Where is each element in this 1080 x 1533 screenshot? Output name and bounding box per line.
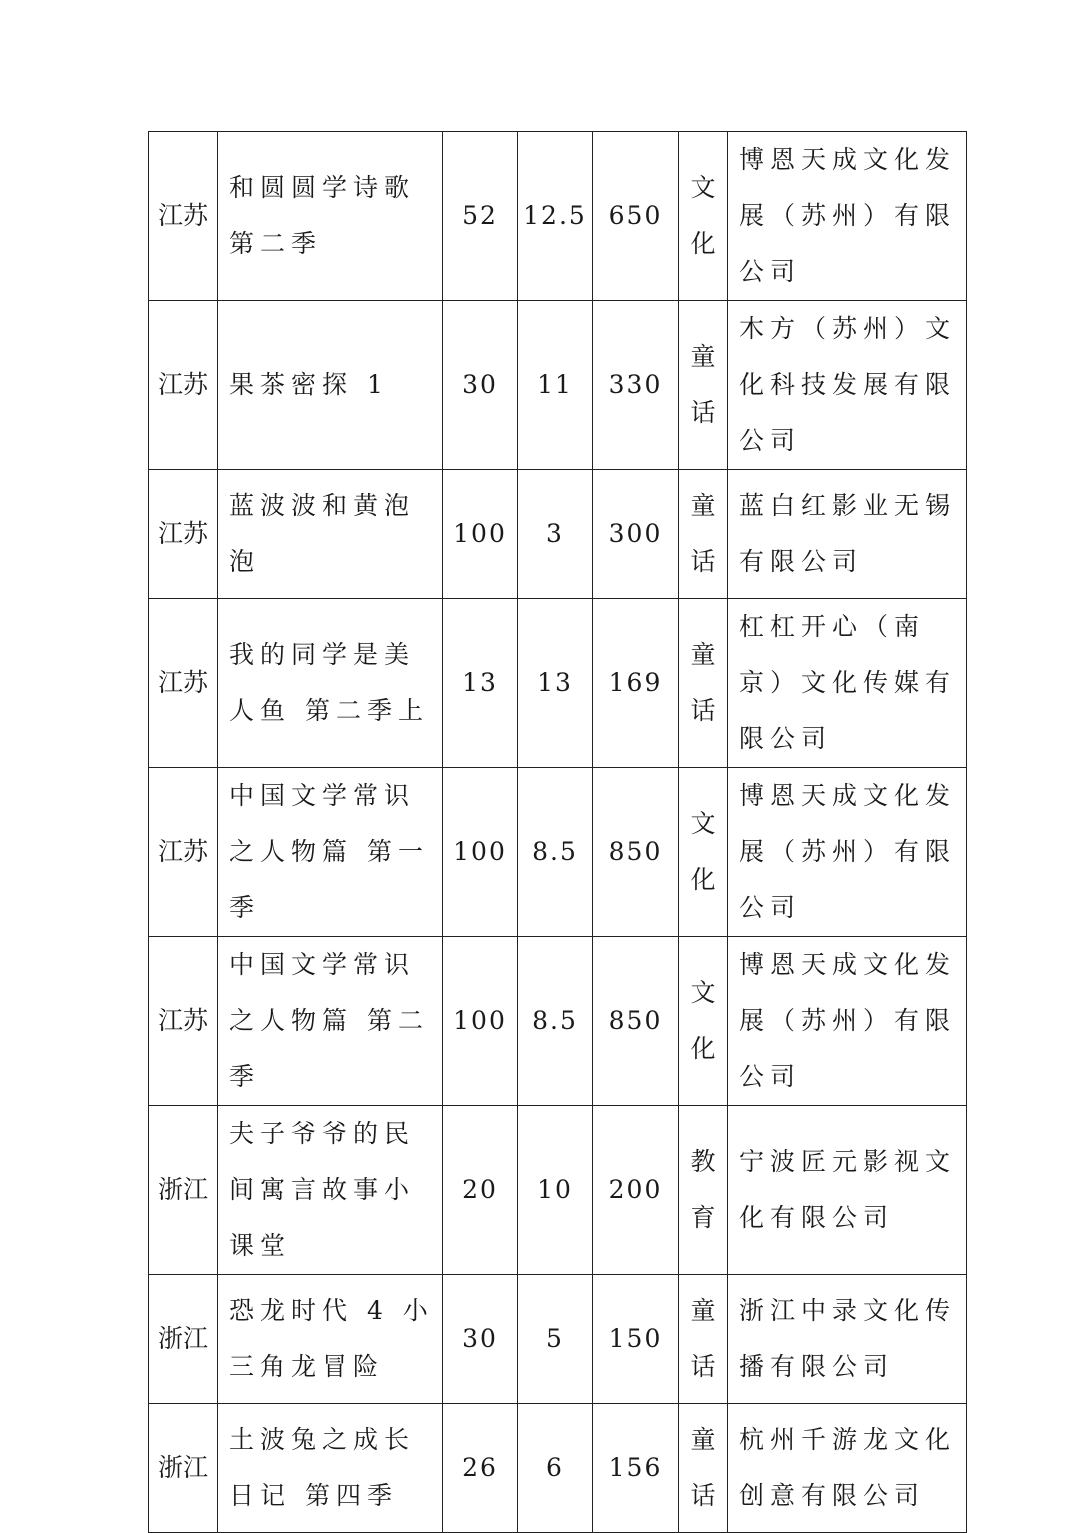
table-row — [149, 1275, 967, 1404]
title-text: 中国文学常识之人物篇 第一季 — [229, 781, 429, 922]
table-row — [149, 768, 967, 937]
company-cell — [728, 1106, 967, 1275]
total-minutes-cell: 850 — [593, 937, 679, 1106]
province-cell: 江苏 — [149, 768, 218, 937]
episodes-cell: 26 — [443, 1404, 518, 1533]
province-cell: 江苏 — [149, 470, 218, 599]
type-text: 文化 — [690, 978, 716, 1063]
minutes-cell: 10 — [518, 1106, 593, 1275]
title-cell — [218, 599, 443, 768]
company-text: 浙江中录文化传播有限公司 — [739, 1296, 957, 1381]
minutes-cell: 3 — [518, 470, 593, 599]
company-cell — [728, 768, 967, 937]
total-minutes-cell: 850 — [593, 768, 679, 937]
type-cell — [679, 470, 728, 599]
company-text: 杭州千游龙文化创意有限公司 — [739, 1425, 957, 1510]
province-cell: 江苏 — [149, 937, 218, 1106]
title-text: 恐龙时代 4 小三角龙冒险 — [229, 1296, 434, 1381]
title-cell — [218, 301, 443, 470]
table-row — [149, 132, 967, 301]
type-cell — [679, 1404, 728, 1533]
title-cell — [218, 1106, 443, 1275]
type-text: 童话 — [690, 640, 716, 725]
type-text: 教育 — [690, 1147, 716, 1232]
table-row — [149, 1404, 967, 1533]
episodes-cell: 20 — [443, 1106, 518, 1275]
title-cell — [218, 132, 443, 301]
province-cell: 浙江 — [149, 1106, 218, 1275]
episodes-cell: 100 — [443, 937, 518, 1106]
type-text: 童话 — [690, 1296, 716, 1381]
minutes-cell: 8.5 — [518, 768, 593, 937]
minutes-cell: 12.5 — [518, 132, 593, 301]
table-row — [149, 599, 967, 768]
company-cell — [728, 937, 967, 1106]
type-text: 文化 — [690, 809, 716, 894]
company-cell — [728, 301, 967, 470]
table-row — [149, 1106, 967, 1275]
type-cell — [679, 937, 728, 1106]
type-cell — [679, 1106, 728, 1275]
total-minutes-cell: 169 — [593, 599, 679, 768]
title-text: 蓝波波和黄泡泡 — [229, 491, 416, 576]
type-cell — [679, 132, 728, 301]
company-text: 博恩天成文化发展（苏州）有限公司 — [739, 781, 957, 922]
company-text: 木方（苏州）文化科技发展有限公司 — [739, 314, 957, 455]
table-row — [149, 470, 967, 599]
company-cell — [728, 1275, 967, 1404]
type-text: 童话 — [690, 1425, 716, 1510]
title-text: 夫子爷爷的民间寓言故事小课堂 — [229, 1119, 416, 1260]
company-cell — [728, 470, 967, 599]
company-text: 博恩天成文化发展（苏州）有限公司 — [739, 145, 957, 286]
minutes-cell: 11 — [518, 301, 593, 470]
total-minutes-cell: 200 — [593, 1106, 679, 1275]
type-text: 文化 — [690, 173, 716, 258]
title-cell — [218, 1404, 443, 1533]
province-cell: 江苏 — [149, 301, 218, 470]
title-cell — [218, 470, 443, 599]
episodes-cell: 52 — [443, 132, 518, 301]
title-cell — [218, 768, 443, 937]
type-text: 童话 — [690, 491, 716, 576]
minutes-cell: 6 — [518, 1404, 593, 1533]
table-row — [149, 301, 967, 470]
title-text: 和圆圆学诗歌第二季 — [229, 173, 416, 258]
episodes-cell: 13 — [443, 599, 518, 768]
episodes-cell: 100 — [443, 470, 518, 599]
total-minutes-cell: 300 — [593, 470, 679, 599]
company-text: 博恩天成文化发展（苏州）有限公司 — [739, 950, 957, 1091]
title-cell — [218, 1275, 443, 1404]
minutes-cell: 13 — [518, 599, 593, 768]
company-cell — [728, 599, 967, 768]
province-cell: 江苏 — [149, 599, 218, 768]
episodes-cell: 30 — [443, 1275, 518, 1404]
title-text: 我的同学是美人鱼 第二季上 — [229, 640, 429, 725]
table-body — [149, 132, 967, 1533]
type-cell — [679, 1275, 728, 1404]
total-minutes-cell: 150 — [593, 1275, 679, 1404]
type-cell — [679, 599, 728, 768]
type-cell — [679, 768, 728, 937]
province-cell: 江苏 — [149, 132, 218, 301]
total-minutes-cell: 156 — [593, 1404, 679, 1533]
title-cell — [218, 937, 443, 1106]
title-text: 中国文学常识之人物篇 第二季 — [229, 950, 429, 1091]
episodes-cell: 30 — [443, 301, 518, 470]
type-text: 童话 — [690, 342, 716, 427]
animation-list-table — [148, 131, 967, 1533]
company-text: 杠杠开心（南京）文化传媒有限公司 — [739, 612, 957, 753]
minutes-cell: 5 — [518, 1275, 593, 1404]
company-cell — [728, 132, 967, 301]
table-row — [149, 937, 967, 1106]
province-cell: 浙江 — [149, 1404, 218, 1533]
total-minutes-cell: 650 — [593, 132, 679, 301]
title-text: 土波兔之成长日记 第四季 — [229, 1425, 416, 1510]
type-cell — [679, 301, 728, 470]
total-minutes-cell: 330 — [593, 301, 679, 470]
company-text: 蓝白红影业无锡有限公司 — [739, 491, 957, 576]
minutes-cell: 8.5 — [518, 937, 593, 1106]
company-text: 宁波匠元影视文化有限公司 — [739, 1147, 957, 1232]
episodes-cell: 100 — [443, 768, 518, 937]
company-cell — [728, 1404, 967, 1533]
title-text: 果茶密探 1 — [229, 370, 389, 399]
province-cell: 浙江 — [149, 1275, 218, 1404]
